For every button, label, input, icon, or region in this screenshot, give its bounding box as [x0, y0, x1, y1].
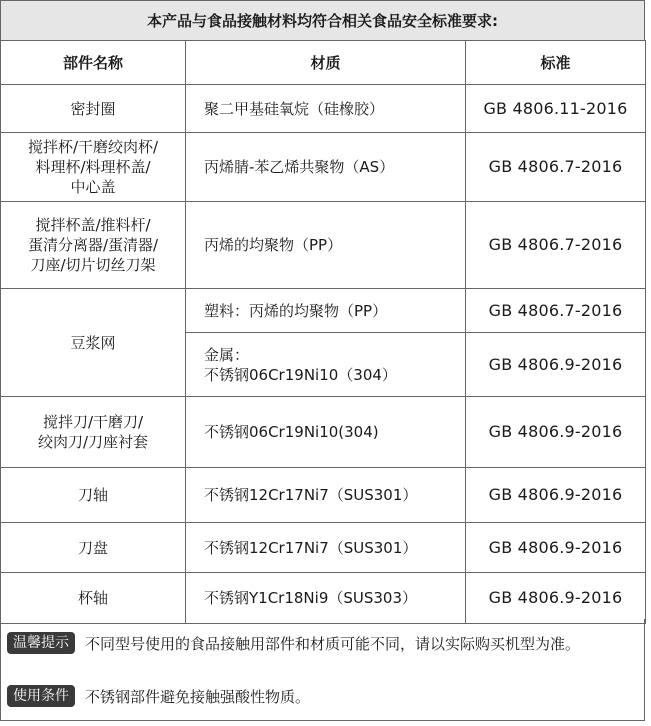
standard-cell: GB 4806.9-2016 — [466, 333, 646, 397]
part-line: 搅拌杯/干磨绞肉杯/ 料理杯/料理杯盖/ 中心盖 — [27, 138, 159, 196]
standard-cell: GB 4806.9-2016 — [466, 523, 646, 573]
material-line: 金属： 不锈钢06Cr19Ni10（304） — [204, 345, 397, 384]
material-cell: 丙烯的均聚物（PP） — [186, 202, 466, 289]
standard-cell: GB 4806.11-2016 — [466, 85, 646, 133]
table-row — [1, 573, 646, 624]
compliance-banner: 本产品与食品接触材料均符合相关食品安全标准要求: — [0, 0, 645, 40]
condition-text: 不锈钢部件避免接触强酸性物质。 — [85, 687, 311, 706]
part-cell: 刀轴 — [1, 468, 186, 523]
notes-section — [0, 619, 645, 721]
part-line: 搅拌刀/干磨刀/ 绞肉刀/刀座衬套 — [37, 413, 149, 451]
standard-cell: GB 4806.7-2016 — [466, 289, 646, 333]
header-part: 部件名称 — [1, 41, 186, 85]
part-cell — [1, 202, 186, 289]
header-row — [1, 41, 646, 85]
material-cell: 丙烯腈-苯乙烯共聚物（AS） — [186, 133, 466, 202]
table-row — [1, 85, 646, 133]
header-standard: 标准 — [466, 41, 646, 85]
part-cell: 密封圈 — [1, 85, 186, 133]
table-row — [1, 523, 646, 573]
condition-tag: 使用条件 — [7, 685, 75, 707]
header-material: 材质 — [186, 41, 466, 85]
tip-text: 不同型号使用的食品接触用部件和材质可能不同，请以实际购买机型为准。 — [85, 634, 581, 653]
standard-cell: GB 4806.9-2016 — [466, 397, 646, 468]
standard-cell: GB 4806.7-2016 — [466, 133, 646, 202]
part-cell — [1, 397, 186, 468]
table-row — [1, 397, 646, 468]
material-cell: 不锈钢06Cr19Ni10(304) — [186, 397, 466, 468]
tip-tag: 温馨提示 — [7, 632, 75, 654]
standard-cell: GB 4806.9-2016 — [466, 468, 646, 523]
material-cell — [186, 333, 466, 397]
part-cell: 杯轴 — [1, 573, 186, 624]
part-cell: 刀盘 — [1, 523, 186, 573]
table-row — [1, 468, 646, 523]
table-row — [1, 133, 646, 202]
table-row — [1, 289, 646, 333]
table-row — [1, 202, 646, 289]
material-cell: 塑料：丙烯的均聚物（PP） — [186, 289, 466, 333]
material-table — [0, 40, 646, 624]
part-line: 搅拌杯盖/推料杆/ 蛋清分离器/蛋清器/ 刀座/切片切丝刀架 — [27, 216, 159, 274]
material-cell: 不锈钢12Cr17Ni7（SUS301） — [186, 468, 466, 523]
part-cell: 豆浆网 — [1, 289, 186, 397]
material-cell: 不锈钢Y1Cr18Ni9（SUS303） — [186, 573, 466, 624]
standard-cell: GB 4806.9-2016 — [466, 573, 646, 624]
standard-cell: GB 4806.7-2016 — [466, 202, 646, 289]
material-cell: 不锈钢12Cr17Ni7（SUS301） — [186, 523, 466, 573]
material-cell: 聚二甲基硅氧烷（硅橡胶） — [186, 85, 466, 133]
tip-note — [7, 632, 580, 654]
condition-note — [7, 685, 310, 707]
part-cell — [1, 133, 186, 202]
